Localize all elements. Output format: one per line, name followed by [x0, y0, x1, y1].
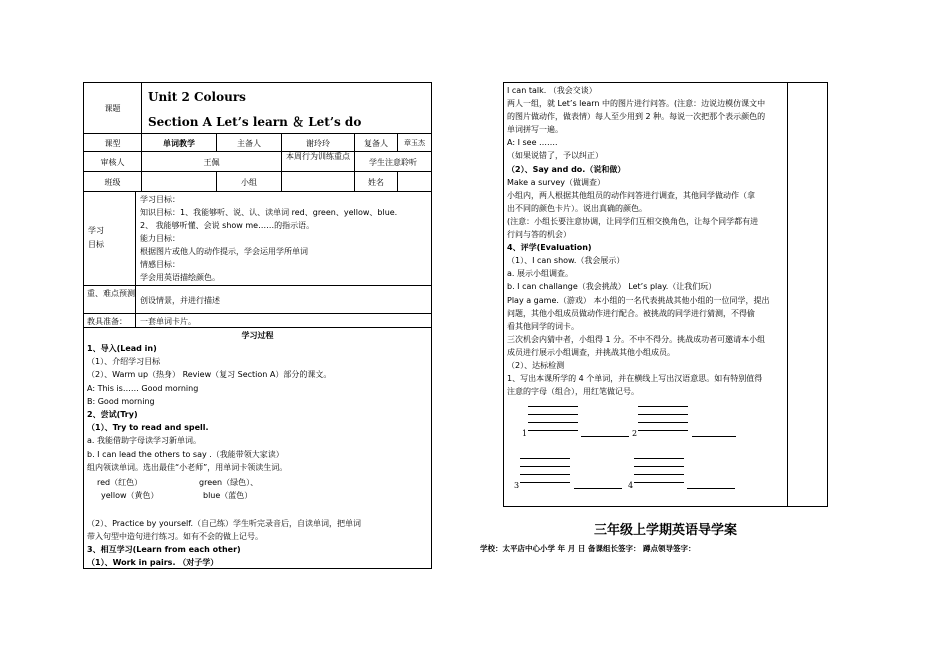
color-red: red（红色）	[97, 478, 143, 487]
goals-content-cell	[135, 191, 432, 286]
right-line: 小组内，两人根据其他组员的动作问答进行调查，其他同学做动作（拿	[507, 190, 755, 200]
right-line: （2）、达标检测	[507, 360, 565, 370]
color-green: green（绿色）、	[199, 478, 259, 487]
writing-line	[520, 474, 570, 475]
footer-signature-line: 学校：太平店中心小学 年 月 日 备课组长签字： 蹲点领导签字：	[480, 544, 696, 553]
right-line: 1、写出本课所学的 4 个单词，并在横线上写出汉语意思。如有特别值得	[507, 374, 763, 384]
weekly-label-cell	[281, 151, 355, 172]
blank-number-1: 1	[522, 429, 528, 438]
meaning-line	[687, 488, 735, 489]
meaning-line	[581, 436, 629, 437]
meaning-line	[692, 436, 736, 437]
process-cell	[83, 327, 432, 569]
right-line: I can talk. （我会交谈）	[507, 86, 597, 95]
weekly-value-cell	[354, 151, 432, 172]
process-line: 组内领读单词。选出最佳“小老师”，用单词卡领读生词。	[87, 462, 288, 472]
right-line: 问题，其他小组成员做动作进行配合。被挑战的同学进行猜测，不得偷	[507, 308, 755, 318]
blank-number-3: 3	[514, 481, 520, 490]
zhubeiren-value: 谢玲玲	[306, 139, 330, 148]
goal-line: 知识目标：1、我能够听、说、认、读单词 red、green、yellow、blue.	[140, 208, 398, 217]
right-line: （1）、I can show.（我会展示）	[507, 256, 625, 266]
goal-line: 2、 我能够听懂、会说 show me……的指示语。	[140, 221, 315, 230]
blank-number-2: 2	[632, 429, 638, 438]
right-line: 的图片做动作，做表情）每人至少用到 2 种。每说一次把那个表示颜色的	[507, 112, 766, 122]
difficulty-value-cell	[135, 285, 432, 314]
meaning-line	[574, 488, 622, 489]
color-yellow: yellow（黄色）	[101, 491, 159, 500]
right-line: 成员进行展示小组调查，并挑战其他小组成员。	[507, 347, 675, 357]
process-content	[87, 342, 331, 474]
keti-label-cell	[83, 82, 142, 134]
kexing-value: 单词教学	[163, 139, 195, 148]
right-line: A: I see …….	[507, 138, 558, 148]
right-line: 注意的字母（组合），用红笔做记号。	[507, 387, 639, 397]
zhubeiren-label-cell	[216, 133, 282, 152]
practice-line-1: （2）、Practice by yourself.（自己练）学生听完录音后，自读单词，把单词	[87, 519, 362, 528]
kexing-label: 课型	[104, 139, 121, 148]
difficulty-label-cell	[83, 285, 136, 314]
right-line: Make a survey（做调查）	[507, 177, 605, 187]
right-content	[507, 84, 769, 398]
right-line: 三次机会内猜中者，小组得 1 分。不中不得分。挑战成功者可邀请本小组	[507, 334, 766, 344]
writing-line	[638, 406, 688, 407]
goal-line: 根据图片或他人的动作提示，学会运用学所单词	[140, 247, 308, 256]
xingming-label: 姓名	[368, 178, 384, 187]
process-line: （1）、介绍学习目标	[87, 357, 161, 367]
writing-line	[634, 474, 684, 475]
banji-label: 班级	[104, 178, 121, 187]
zhubeiren-value-cell	[281, 133, 355, 152]
writing-line	[638, 414, 688, 415]
writing-line	[634, 482, 684, 483]
fubeiren-label: 复备人	[364, 139, 388, 148]
writing-line	[638, 430, 688, 431]
writing-line	[528, 414, 578, 415]
shenheren-label-cell	[83, 151, 142, 172]
process-line: A: This is…… Good morning	[87, 383, 199, 393]
tools-label-cell	[83, 313, 136, 328]
goals-content	[140, 193, 397, 284]
goal-line: 学会用英语描绘颜色。	[140, 273, 220, 282]
shenheren-value-cell	[141, 151, 282, 172]
right-line: （2）、Say and do.（说和做）	[507, 164, 626, 174]
fubeiren-value: 章玉杰	[404, 139, 425, 147]
right-line: 单词拼写一遍。	[507, 125, 563, 135]
goal-line: 情感目标：	[140, 260, 180, 269]
blank-number-4: 4	[628, 481, 634, 490]
pairs-line: （1）、Work in pairs. （对子学）	[87, 558, 219, 567]
right-line: b. I can challange（我会挑战） Let’s play.（让我们玩）	[507, 282, 717, 292]
writing-line	[520, 466, 570, 467]
goals-label-cell	[83, 191, 136, 286]
right-line: 看其他同学的词卡。	[507, 321, 579, 331]
process-line: b. I can lead the others to say .（我能带领大家读）	[87, 449, 284, 459]
process-line: B: Good morning	[87, 396, 155, 406]
right-line: a. 展示小组调查。	[507, 269, 573, 279]
xiaozu-label: 小组	[241, 178, 257, 187]
footer-title: 三年级上学期英语导学案	[593, 523, 737, 538]
right-line: 两人一组，就 Let’s learn 中的图片进行问答。(注意：边说边模仿课文中	[507, 99, 766, 109]
difficulty-label: 重、难点预测	[87, 289, 135, 298]
process-title: 学习过程	[241, 331, 274, 340]
writing-line	[528, 422, 578, 423]
section-title: Section A Let’s learn ＆ Let’s do	[148, 115, 362, 129]
right-line: （如果说错了，予以纠正）	[507, 151, 603, 161]
banji-label-cell	[83, 171, 142, 192]
goal-line: 学习目标：	[140, 195, 180, 204]
right-line: 出不同的颜色卡片）。说出真确的颜色。	[507, 203, 647, 213]
tools-label: 教具准备：	[87, 317, 127, 326]
practice-line-2: 带入句型中造句进行练习。如有不会的做上记号。	[87, 532, 263, 541]
fubeiren-label-cell	[354, 133, 398, 152]
xiaozu-label-cell	[216, 171, 282, 192]
process-line: a. 我能借助字母读学习新单词。	[87, 436, 201, 446]
keti-label: 课题	[104, 104, 121, 113]
right-notes-cell	[787, 82, 828, 507]
xiaozu-value-cell	[281, 171, 355, 192]
zhubeiren-label: 主备人	[237, 139, 261, 148]
right-line: 行问与答的机会）	[507, 230, 571, 240]
writing-line	[634, 466, 684, 467]
writing-line	[638, 422, 688, 423]
right-line: 4、评学(Evaluation)	[507, 243, 592, 253]
right-content-cell	[503, 82, 788, 507]
right-line: (注意：小组长要注意协调，让同学们互相交换角色，让每个同学都有进	[507, 216, 759, 226]
weekly-value: 学生注意聆听	[369, 158, 417, 167]
difficulty-value: 创设情景，并进行描述	[140, 296, 220, 305]
process-line: （2）、Warm up（热身） Review（复习 Section A）部分的课文。	[87, 370, 332, 380]
writing-line	[634, 458, 684, 459]
goals-label: 学习 目标	[88, 226, 104, 249]
writing-line	[528, 430, 578, 431]
learn-title: 3、相互学习(Learn from each other)	[87, 545, 241, 554]
right-line: Play a game.（游戏） 本小组的一名代表挑战其他小组的一位同学，提出	[507, 295, 770, 305]
title-cell	[141, 82, 432, 134]
color-blue: blue（蓝色）	[203, 491, 253, 500]
writing-line	[528, 406, 578, 407]
process-line: 1、导入(Lead in)	[87, 344, 157, 353]
shenheren-label: 审核人	[100, 158, 125, 167]
tools-value-cell	[135, 313, 432, 328]
kexing-value-cell	[141, 133, 217, 152]
xingming-label-cell	[354, 171, 398, 192]
process-line: （1）、Try to read and spell.	[87, 423, 209, 433]
banji-value-cell	[141, 171, 217, 192]
kexing-label-cell	[83, 133, 142, 152]
unit-title: Unit 2 Colours	[148, 90, 246, 104]
process-line: 2、尝试(Try)	[87, 410, 138, 420]
tools-value: 一套单词卡片。	[140, 317, 196, 326]
xingming-value-cell	[397, 171, 432, 192]
writing-line	[520, 458, 570, 459]
weekly-label: 本周行为训练重点	[286, 152, 350, 161]
shenheren-value: 王佩	[203, 158, 220, 167]
writing-line	[520, 482, 570, 483]
goal-line: 能力目标：	[140, 234, 180, 243]
fubeiren-value-cell	[397, 133, 432, 152]
